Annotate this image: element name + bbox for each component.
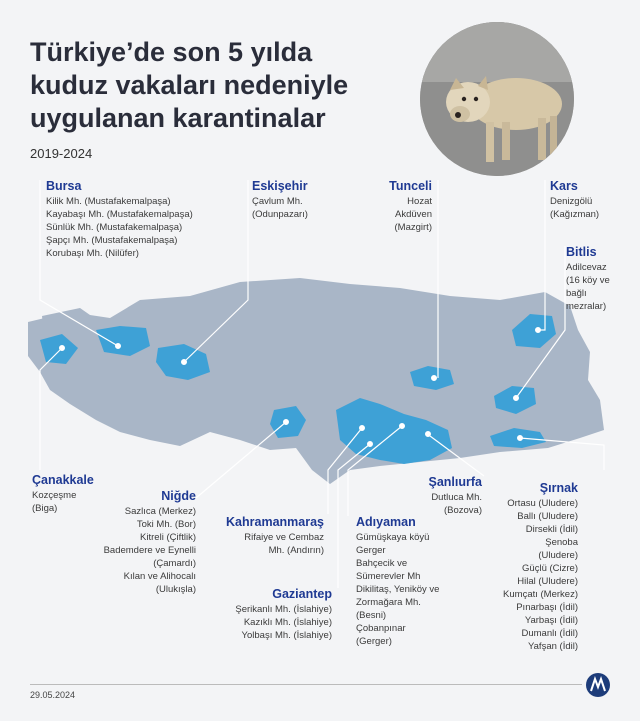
adiyaman-line: Dikilitaş, Yeniköy ve [356,584,440,595]
sanliurfa-city: Şanlıurfa [428,475,482,489]
bursa-line: Kayabaşı Mh. (Mustafakemalpaşa) [46,209,193,220]
nigde-line: Kılan ve Alihocalı [123,571,196,582]
sirnak-label [503,480,578,653]
adiyaman-label [356,514,439,648]
sirnak-line: Pınarbaşı (İdil) [516,602,578,613]
sanliurfa-label [429,474,483,517]
eskisehir-line: Çavlum Mh. [252,196,303,207]
kahramanmaras-label [226,514,324,557]
subtitle: 2019-2024 [30,146,93,161]
adiyaman-line: Gümüşkaya köyü [356,532,430,543]
bursa-line: Şapçı Mh. (Mustafakemalpaşa) [46,235,178,246]
adiyaman-line: (Besni) [356,610,387,621]
canakkale-label [32,472,94,515]
turkey-outline [28,278,604,484]
sirnak-line: Hilal (Uludere) [517,576,578,587]
bursa-line: Korubaşı Mh. (Nilüfer) [46,248,139,259]
sanliurfa-line: Dutluca Mh. [431,492,482,503]
sirnak-line: Yafşan (İdil) [528,641,578,652]
nigde-line: Bademdere ve Eynelli [103,545,196,556]
kars-city: Kars [550,179,578,193]
nigde-line: Kitreli (Çiftlik) [140,532,196,543]
sirnak-line: Ortasu (Uludere) [507,498,578,509]
tunceli-line: Hozat [407,196,432,207]
gaziantep-line: Yolbaşı Mh. (İslahiye) [241,630,332,641]
bitlis-line: Adilcevaz [566,262,607,273]
gaziantep-line: Şerikanlı Mh. (İslahiye) [235,604,332,615]
adiyaman-line: Zormağara Mh. [356,597,421,608]
gaziantep-line: Kazıklı Mh. (İslahiye) [243,617,332,628]
kahramanmaras-city: Kahramanmaraş [226,515,324,529]
nigde-line: (Çamardı) [153,558,196,569]
adiyaman-line: Çobanpınar [356,623,406,634]
footer-divider [30,684,582,685]
title-line-1: Türkiye’de son 5 yılda [30,37,313,67]
tunceli-city: Tunceli [389,179,432,193]
bitlis-line: mezralar) [566,301,607,312]
nigde-city: Niğde [161,489,196,503]
kars-line: Denizgölü [550,196,593,207]
nigde-label [104,488,196,596]
tunceli-label [389,178,432,234]
sirnak-line: Dirsekli (İdil) [525,524,578,535]
adiyaman-line: (Gerger) [356,636,392,647]
sirnak-line: Güçlü (Cizre) [522,563,578,574]
tunceli-line: (Mazgirt) [394,222,432,233]
kahramanmaras-line: Rifaiye ve Cembaz [244,532,324,543]
bitlis-line: (16 köy ve [566,275,610,286]
kars-line: (Kağızman) [550,209,600,220]
sanliurfa-line: (Bozova) [443,505,482,516]
sirnak-line: (Uludere) [538,550,578,561]
bitlis-label [566,244,610,313]
eskisehir-label [252,178,308,221]
sirnak-line: Dumanlı (İdil) [521,628,578,639]
canakkale-city: Çanakkale [32,473,94,487]
sirnak-line: Yarbaşı (İdil) [524,615,578,626]
bitlis-city: Bitlis [566,245,597,259]
sirnak-line: Kumçatı (Merkez) [503,589,578,600]
bursa-label [46,178,193,260]
title-line-2: kuduz vakaları nedeniyle [30,70,349,100]
nigde-line: Sazlıca (Merkez) [124,506,196,517]
adiyaman-line: Gerger [356,545,386,556]
eskisehir-city: Eskişehir [252,179,308,193]
tunceli-marker [431,375,438,382]
sirnak-line: Ballı (Uludere) [517,511,578,522]
canakkale-line: Kozçeşme [32,490,77,501]
adiyaman-line: Bahçecik ve [356,558,408,569]
bursa-city: Bursa [46,179,82,193]
nigde-line: Toki Mh. (Bor) [136,519,196,530]
bitlis-line: bağlı [566,288,587,299]
sirnak-city: Şırnak [539,481,578,495]
adiyaman-line: Sümerevler Mh [356,571,421,582]
kars-label [550,178,599,221]
bursa-line: Kilik Mh. (Mustafakemalpaşa) [46,196,171,207]
eskisehir-line: (Odunpazarı) [252,209,308,220]
aa-logo-icon [585,672,611,698]
tunceli-line: Akdüven [395,209,432,220]
sirnak-line: Şenoba [545,537,578,548]
kahramanmaras-line: Mh. (Andırın) [268,545,324,556]
adiyaman-city: Adıyaman [356,515,416,529]
title-line-3: uygulanan karantinalar [30,103,326,133]
gaziantep-city: Gaziantep [272,587,332,601]
gaziantep-label [235,586,332,642]
nigde-line: (Ulukışla) [155,584,196,595]
canakkale-line: (Biga) [32,503,58,514]
footer-date: 29.05.2024 [30,690,76,700]
bursa-line: Sünlük Mh. (Mustafakemalpaşa) [46,222,183,233]
